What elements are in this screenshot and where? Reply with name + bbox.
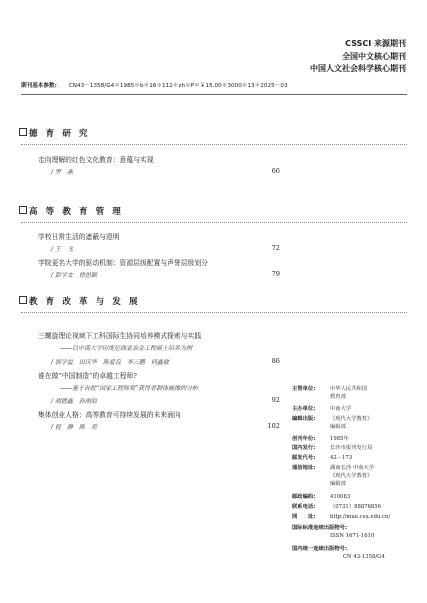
article-title[interactable]: 学校日常生活的遮蔽与澄明 [38,233,120,241]
header-rule [21,94,407,95]
info-web-label: 网 址: [292,514,316,520]
info-domestic-value: 长沙市报刊发行局 [330,445,373,451]
section-box-icon [19,128,27,136]
section-divider [21,144,407,145]
info-editor-label: 编辑出版: [292,416,316,422]
info-postal [292,453,352,461]
info-phone-label: 联系电话: [292,504,316,510]
section-divider [21,222,407,223]
article-title[interactable]: 三螺旋理论视域下工科国际生协同培养模式探索与实践 [38,332,202,340]
article-authors: / 王 飞 [51,246,73,253]
section-divider [21,312,407,313]
info-cn-value: CN 43-1358/G4 [343,554,385,560]
article-authors: / 倪 静 陈 亮 [51,424,97,431]
info-sponsor-label: 主办单位: [292,406,316,412]
article-page: 79 [271,270,280,278]
info-competent [292,384,382,400]
article-title[interactable]: 学院更名大学的驱动机制：资源层级配置与声誉层级划分 [38,259,208,267]
info-zip-value: 410083 [330,494,351,500]
info-postal-label: 邮发代号: [292,455,316,461]
info-domestic [292,443,372,451]
info-sponsor-value: 中南大学 [330,406,352,412]
info-postal-value: 42－173 [330,455,353,461]
info-sponsor [292,404,351,412]
info-competent-value: 中华人民共和国 教育部 [330,386,368,400]
params-label: 期刊基本参数: [21,83,57,89]
info-web-link[interactable]: http://mue.csu.edu.cn/ [330,514,391,520]
info-editor [292,414,382,430]
article-subtitle: ——基于首批“国家工程师奖”获得者群体画像的分析 [60,385,199,392]
article-page: 86 [271,357,280,365]
info-editor-value: 《现代大学教育》 编辑部 [330,416,373,430]
info-zip [292,492,350,500]
info-zip-label: 邮政编码: [292,494,316,500]
info-address-label: 通信地址: [292,465,316,471]
info-issn-label: 国际标准连续出版物号: [292,525,348,531]
info-address-value: 湖南长沙 中南大学 《现代大学教育》 编辑部 [330,465,375,487]
info-web [292,512,390,520]
article-title[interactable]: 谁在做“中国制造”的卓越工程师? [38,372,137,380]
article-title[interactable]: 走向理解的红色文化教育：意蕴与实现 [38,156,154,164]
article-page: 72 [271,244,280,252]
section-title-moral: 德 育 研 究 [29,129,91,139]
info-domestic-label: 国内发行: [292,445,316,451]
info-founded [292,434,349,442]
info-founded-label: 创刊年份: [292,436,316,442]
article-subtitle: ——以中南大学印度尼西亚冶金工程硕士培养为例 [60,345,193,352]
article-authors: / 郭学益 田庆华 陈爱良 李三鹏 何鑫敏 [51,359,169,366]
header-line-humanities: 中国人文社会科学核心期刊 [310,64,406,73]
article-authors: / 彭学文 徐思颖 [51,272,97,279]
section-title-reform: 教 育 改 革 与 发 展 [29,297,141,307]
section-box-icon [19,296,27,304]
article-page: 66 [271,167,280,175]
header-line-core: 全国中文核心期刊 [342,52,406,61]
section-title-higher-ed: 高 等 教 育 管 理 [29,207,124,217]
article-page: 92 [271,396,280,404]
info-issn-value: ISSN 1671-1610 [330,533,375,539]
info-cn-label: 国内统一连续出版物号: [292,546,348,552]
info-phone [292,502,381,510]
info-phone-value: （0731）88876856 [330,504,382,510]
info-founded-value: 1985年 [330,436,349,442]
journal-params [21,81,407,89]
article-authors: / 罗 燕 [51,169,73,176]
header-line-cssci: CSSCI 来源期刊 [345,39,406,48]
article-authors: / 胡德鑫 孙雨晗 [51,398,97,405]
params-value: CN43－1358/G4＊1985＊b＊16＊112＊zh＊P＊￥15.00＊3000＊13＊2025－03 [68,83,288,89]
info-address [292,463,392,487]
article-page: 102 [267,422,280,430]
info-competent-label: 主管单位: [292,386,316,392]
article-title[interactable]: 集体创业人格：高等教育可持续发展的未来面向 [38,411,181,419]
section-box-icon [19,206,27,214]
